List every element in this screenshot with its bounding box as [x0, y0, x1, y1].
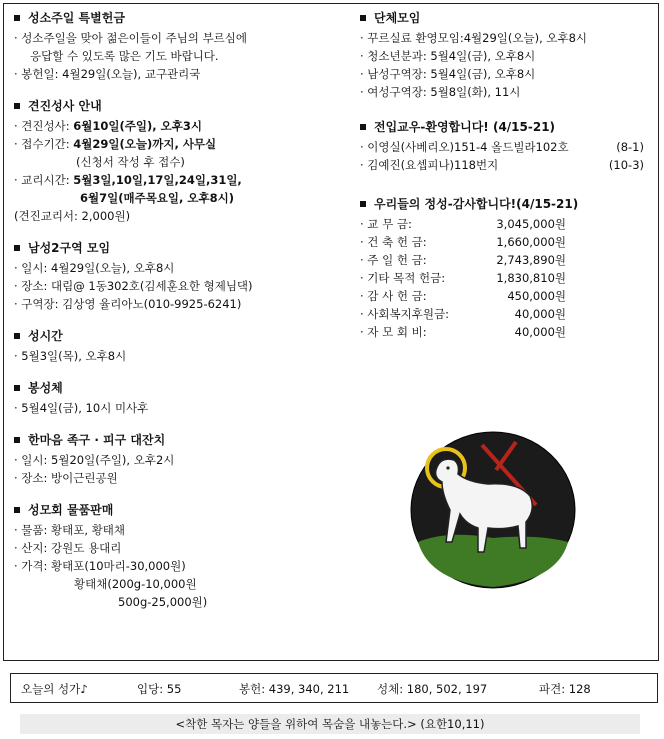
- offering-row: [360, 287, 650, 305]
- text-line: 6월7일(매주목요일, 오후8시): [80, 191, 234, 205]
- section-confirmation: [14, 98, 344, 225]
- bullet-square-icon: [14, 507, 20, 513]
- text-line: · 봉헌일: 4월29일(오늘), 교구관리국: [14, 67, 201, 81]
- lamb-eye-icon: [446, 466, 449, 469]
- text-line: · 구역장: 김상영 율리아노(010-9925-6241): [14, 297, 242, 311]
- section-title: [14, 240, 344, 256]
- text-line: · 성소주일을 맞아 젊은이들이 주님의 부르심에: [14, 31, 248, 45]
- text-line: · 일시: 5월20일(주일), 오후2시: [14, 453, 175, 467]
- section-title: [14, 328, 344, 344]
- offering-label: · 기타 목적 헌금:: [360, 271, 446, 285]
- list-item: [360, 156, 644, 174]
- text-line: 응답할 수 있도록 많은 기도 바랍니다.: [30, 49, 219, 63]
- text-line: · 일시: 4월29일(오늘), 오후8시: [14, 261, 175, 275]
- bullet-square-icon: [14, 333, 20, 339]
- text-line: 황태채(200g-10,000원: [74, 577, 197, 591]
- line-value: 4월29일(오늘)까지, 사무실: [73, 137, 217, 151]
- section-title: [14, 502, 344, 518]
- text-line: · 청소년분과: 5월4일(금), 오후8시: [360, 49, 536, 63]
- offering-row: [360, 215, 650, 233]
- title-text: 성모회 물품판매: [28, 503, 114, 517]
- section-title: [360, 10, 650, 26]
- text-line: · 남성구역장: 5월4일(금), 오후8시: [360, 67, 536, 81]
- text-line: · 산지: 강원도 용대리: [14, 541, 122, 555]
- offering-row: [360, 251, 650, 269]
- section-title: [14, 98, 344, 114]
- hymn-dismissal: 파견: 128: [539, 682, 591, 696]
- section-vocation-sunday: [14, 10, 344, 83]
- line-label: · 교리시간:: [14, 173, 74, 187]
- offering-amount: 40,000원: [514, 307, 566, 321]
- bullet-square-icon: [14, 385, 20, 391]
- text-line: 500g-25,000원): [118, 595, 208, 609]
- section-title: [14, 432, 344, 448]
- offering-label: · 자 모 회 비:: [360, 325, 427, 339]
- bullet-square-icon: [14, 437, 20, 443]
- section-mothers-sale: [14, 502, 344, 611]
- offering-row: [360, 305, 650, 323]
- offering-amount: 40,000원: [514, 325, 566, 339]
- offering-amount: 1,830,810원: [496, 271, 566, 285]
- line-value: 6월10일(주일), 오후3시: [73, 119, 202, 133]
- right-column: [360, 10, 650, 356]
- section-title: [14, 380, 344, 396]
- offering-amount: 2,743,890원: [496, 253, 566, 267]
- title-text: 한마음 족구 · 피구 대잔치: [28, 433, 166, 447]
- text-line: · 5월3일(목), 오후8시: [14, 349, 127, 363]
- offering-label: · 교 무 금:: [360, 217, 412, 231]
- hymn-footer: [10, 673, 658, 703]
- section-communion-visit: [14, 380, 344, 417]
- offering-amount: 3,045,000원: [496, 217, 566, 231]
- bullet-square-icon: [360, 15, 366, 21]
- text-line: · 5월4일(금), 10시 미사후: [14, 401, 149, 415]
- title-text: 견진성사 안내: [28, 99, 102, 113]
- grass-icon: [418, 535, 568, 587]
- title-text: 우리들의 정성-감사합니다!(4/15-21): [374, 197, 579, 211]
- offering-amount: 1,660,000원: [496, 235, 566, 249]
- title-text: 성소주일 특별헌금: [28, 11, 125, 25]
- section-sports-event: [14, 432, 344, 487]
- offering-row: [360, 323, 650, 341]
- bullet-square-icon: [360, 124, 366, 130]
- text-line: · 꾸르실료 환영모임:4월29일(오늘), 오후8시: [360, 31, 588, 45]
- line-value: 5월3일,10일,17일,24일,31일,: [73, 173, 242, 187]
- newcomer-code: (8-1): [616, 140, 644, 154]
- newcomer-name: · 이영실(사베리오)151-4 올드빌라102호: [360, 140, 569, 154]
- bullet-square-icon: [14, 15, 20, 21]
- text-line: [14, 135, 344, 153]
- offering-row: [360, 233, 650, 251]
- title-text: 봉성체: [28, 381, 63, 395]
- title-text: 단체모임: [374, 11, 421, 25]
- newcomer-name: · 김예진(요셉피나)118번지: [360, 158, 499, 172]
- offering-label: · 감 사 헌 금:: [360, 289, 427, 303]
- section-title: [14, 10, 344, 26]
- title-text: 성시간: [28, 329, 63, 343]
- section-offerings: [360, 196, 650, 341]
- offering-label: · 건 축 헌 금:: [360, 235, 427, 249]
- bullet-square-icon: [360, 201, 366, 207]
- offering-label: · 주 일 헌 금:: [360, 253, 427, 267]
- text-line: · 장소: 대림@ 1동302호(김세훈요한 형제님댁): [14, 279, 253, 293]
- title-text: 남성2구역 모임: [28, 241, 111, 255]
- hymn-communion: 성체: 180, 502, 197: [377, 682, 488, 696]
- line-label: · 견진성사:: [14, 119, 74, 133]
- section-holy-hour: [14, 328, 344, 365]
- bullet-square-icon: [14, 103, 20, 109]
- title-text: 전입교우-환영합니다! (4/15-21): [374, 120, 556, 134]
- section-newcomers: [360, 119, 650, 174]
- bible-verse: <착한 목자는 양들을 위하여 목숨을 내놓는다.> (요한10,11): [20, 714, 640, 734]
- text-line: [14, 117, 344, 135]
- section-title: [360, 119, 650, 135]
- text-line: · 가격: 황태포(10마리-30,000원): [14, 559, 186, 573]
- section-mens-district: [14, 240, 344, 313]
- list-item: [360, 138, 644, 156]
- hymn-offertory: 봉헌: 439, 340, 211: [239, 682, 350, 696]
- hymn-entrance: 입당: 55: [137, 682, 182, 696]
- line-label: · 접수기간:: [14, 137, 74, 151]
- offering-amount: 450,000원: [507, 289, 566, 303]
- text-line: (견진교리서: 2,000원): [14, 209, 131, 223]
- text-line: [14, 171, 344, 189]
- newcomer-code: (10-3): [608, 158, 644, 172]
- lamb-of-god-illustration: [408, 430, 578, 590]
- left-column: [14, 10, 344, 626]
- text-line: (신청서 작성 후 접수): [76, 155, 185, 169]
- offering-label: · 사회복지후원금:: [360, 307, 449, 321]
- section-title: [360, 196, 650, 212]
- text-line: · 여성구역장: 5월8일(화), 11시: [360, 85, 521, 99]
- text-line: · 물품: 황태포, 황태채: [14, 523, 126, 537]
- hymn-label: 오늘의 성가♪: [21, 682, 88, 696]
- offering-row: [360, 269, 650, 287]
- text-line: · 장소: 방이근린공원: [14, 471, 118, 485]
- section-group-meetings: [360, 10, 650, 101]
- bullet-square-icon: [14, 245, 20, 251]
